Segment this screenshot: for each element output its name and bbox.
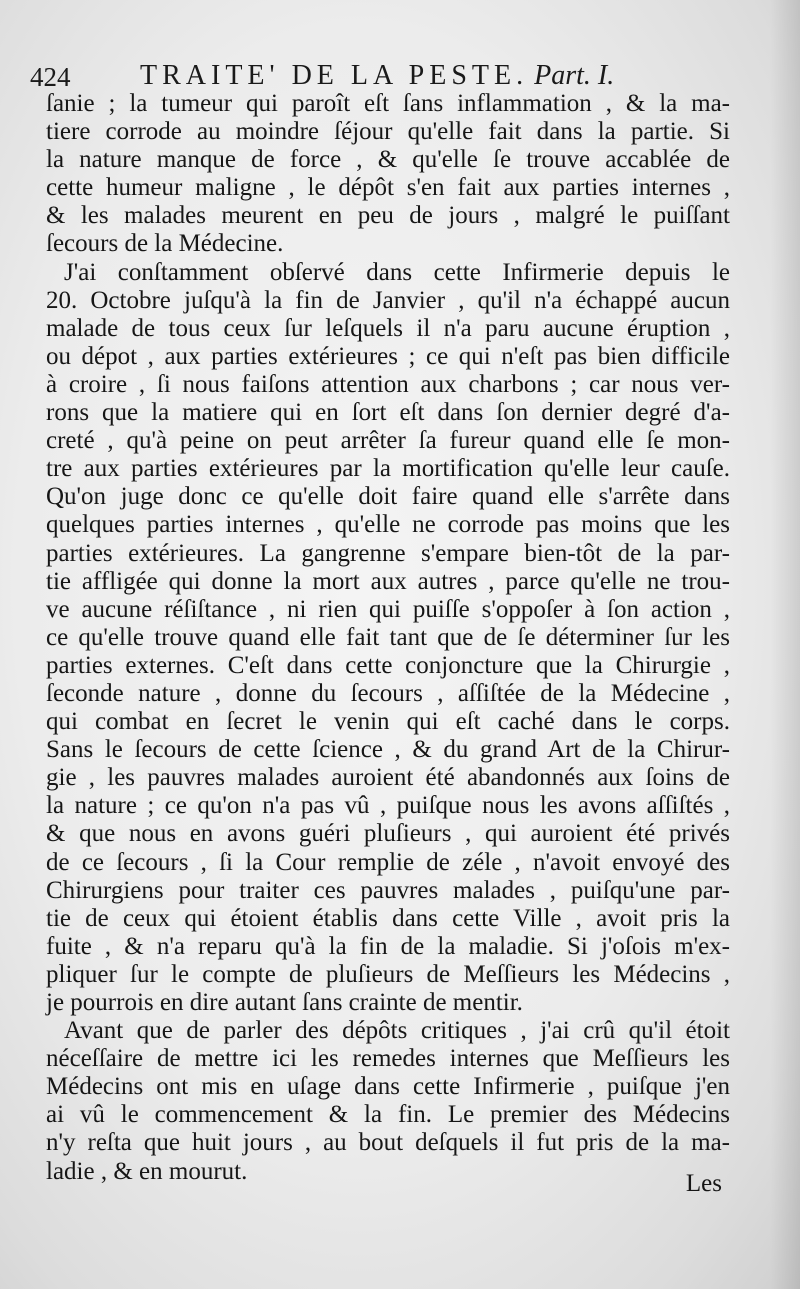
text-line: Chirurgiens pour traiter ces pauvres malades , puiſqu'une par-: [46, 876, 730, 904]
text-line: de ce ſecours , ſi la Cour remplie de zéle , n'avoit envoyé des: [46, 848, 730, 876]
text-line: quelques parties internes , qu'elle ne corrode pas moins que les: [46, 511, 730, 539]
text-line: gie , les pauvres malades auroient été abandonnés aux ſoins de: [46, 764, 730, 792]
text-line: je pourrois en dire autant ſans crainte de mentir.: [46, 989, 523, 1016]
text-line: & que nous en avons guéri pluſieurs , qui auroient été privés: [46, 820, 730, 848]
text-line: & les malades meurent en peu de jours , malgré le puiſſant: [46, 202, 730, 230]
body-text: [46, 90, 730, 1186]
text-line: Sans le ſecours de cette ſcience , & du grand Art de la Chirur-: [46, 736, 730, 764]
text-line: néceſſaire de mettre ici les remedes internes que Meſſieurs les: [46, 1045, 730, 1073]
text-line: fuite , & n'a reparu qu'à la fin de la maladie. Si j'oſois m'ex-: [46, 932, 730, 960]
text-line: Qu'on juge donc ce qu'elle doit faire quand elle s'arrête dans: [46, 483, 730, 511]
text-line: J'ai conſtamment obſervé dans cette Infirmerie depuis le: [64, 258, 730, 286]
text-line: la nature manque de force , & qu'elle ſe trouve accablée de: [46, 146, 730, 174]
text-line: ſecours de la Médecine.: [46, 230, 284, 258]
text-line: Avant que de parler des dépôts critiques , j'ai crû qu'il étoit: [64, 1017, 730, 1045]
text-line: malade de tous ceux ſur leſquels il n'a paru aucune éruption ,: [46, 314, 730, 342]
running-title-text: TRAITE' DE LA PESTE.: [140, 60, 529, 91]
text-line: parties extérieures. La gangrenne s'empare bien-tôt de la par-: [46, 539, 730, 567]
running-title-part: Part. I.: [534, 60, 615, 91]
text-line: tiere corrode au moindre ſéjour qu'elle fait dans la partie. Si: [46, 118, 730, 146]
text-line: la nature ; ce qu'on n'a pas vû , puiſque nous les avons aſſiſtés ,: [46, 792, 730, 820]
text-line: ladie , & en mourut.: [46, 1157, 248, 1185]
text-line: cette humeur maligne , le dépôt s'en fait aux parties internes ,: [46, 174, 730, 202]
catchword: Les: [685, 1170, 722, 1197]
text-line: ai vû le commencement & la fin. Le premier des Médecins: [46, 1101, 730, 1129]
text-line: Médecins ont mis en uſage dans cette Infirmerie , puiſque j'en: [46, 1073, 730, 1101]
text-line: ſeconde nature , donne du ſecours , aſſiſtée de la Médecine ,: [46, 679, 730, 707]
text-line: ſanie ; la tumeur qui paroît eſt ſans inflammation , & la ma-: [46, 90, 730, 117]
text-line: tie de ceux qui étoient établis dans cette Ville , avoit pris la: [46, 904, 730, 932]
text-line: rons que la matiere qui en ſort eſt dans ſon dernier degré d'a-: [46, 399, 730, 427]
text-line: ou dépot , aux parties extérieures ; ce qui n'eſt pas bien difficile: [46, 342, 730, 370]
text-line: 20. Octobre juſqu'à la fin de Janvier , qu'il n'a échappé aucun: [46, 286, 730, 314]
text-line: ve aucune réſiſtance , ni rien qui puiſſe s'oppoſer à ſon action ,: [46, 595, 730, 623]
text-line: à croire , ſi nous faiſons attention aux charbons ; car nous ver-: [46, 370, 730, 398]
text-line: tie affligée qui donne la mort aux autres , parce qu'elle ne trou-: [46, 567, 730, 595]
text-line: parties externes. C'eſt dans cette conjoncture que la Chirurgie ,: [46, 651, 730, 679]
page-number: 424: [30, 62, 71, 92]
text-line: qui combat en ſecret le venin qui eſt caché dans le corps.: [46, 708, 730, 736]
text-line: n'y reſta que huit jours , au bout deſquels il fut pris de la ma-: [46, 1129, 730, 1157]
text-line: tre aux parties extérieures par la mortification qu'elle leur cauſe.: [46, 455, 730, 483]
text-line: ce qu'elle trouve quand elle fait tant que de ſe déterminer ſur les: [46, 623, 730, 651]
text-line: pliquer ſur le compte de pluſieurs de Meſſieurs les Médecins ,: [46, 960, 730, 988]
text-line: creté , qu'à peine on peut arrêter ſa fureur quand elle ſe mon-: [46, 427, 730, 455]
running-title: [140, 60, 614, 92]
